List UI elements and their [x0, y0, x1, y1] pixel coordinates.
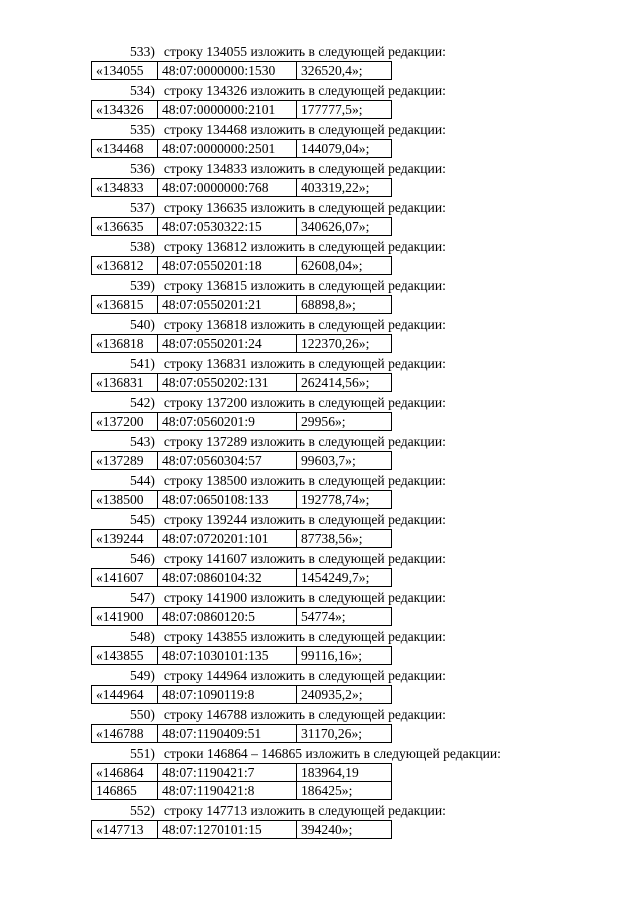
- value-cell: 340626,07»;: [297, 218, 392, 236]
- table-row: [92, 374, 392, 392]
- amendment-text: строку 137200 изложить в следующей редакции:: [163, 395, 446, 410]
- row-number-cell: «138500: [92, 491, 158, 509]
- row-number-cell: 146865: [92, 782, 158, 800]
- value-cell: 1454249,7»;: [297, 569, 392, 587]
- cadastral-number-cell: 48:07:0000000:2101: [158, 101, 297, 119]
- row-number-cell: «141900: [92, 608, 158, 626]
- amendment-heading: [0, 120, 640, 139]
- value-cell: 403319,22»;: [297, 179, 392, 197]
- cadastral-number-cell: 48:07:1190421:7: [158, 764, 297, 782]
- amendment-heading: [0, 705, 640, 724]
- amendment-table: [91, 295, 392, 314]
- value-cell: 122370,26»;: [297, 335, 392, 353]
- amendment-text: строку 136815 изложить в следующей редакции:: [163, 278, 446, 293]
- amendment-heading: [0, 510, 640, 529]
- cadastral-number-cell: 48:07:0000000:768: [158, 179, 297, 197]
- amendment-heading: [0, 237, 640, 256]
- amendment-text: строку 141900 изложить в следующей редакции:: [163, 590, 446, 605]
- row-number-cell: «137289: [92, 452, 158, 470]
- row-number-cell: «141607: [92, 569, 158, 587]
- table-row: [92, 608, 392, 626]
- table-row: [92, 647, 392, 665]
- table-row: [92, 218, 392, 236]
- table-row: [92, 821, 392, 839]
- amendment-table: [91, 334, 392, 353]
- item-number: 534): [130, 83, 155, 98]
- row-number-cell: «134468: [92, 140, 158, 158]
- amendment-heading: [0, 393, 640, 412]
- value-cell: 62608,04»;: [297, 257, 392, 275]
- value-cell: 192778,74»;: [297, 491, 392, 509]
- amendment-heading: [0, 627, 640, 646]
- cadastral-number-cell: 48:07:1190409:51: [158, 725, 297, 743]
- row-number-cell: «136812: [92, 257, 158, 275]
- item-number: 546): [130, 551, 155, 566]
- amendment-table: [91, 412, 392, 431]
- amendment-text: строку 138500 изложить в следующей редакции:: [163, 473, 446, 488]
- table-row: [92, 296, 392, 314]
- amendment-heading: [0, 42, 640, 61]
- amendment-text: строку 136812 изложить в следующей редакции:: [163, 239, 446, 254]
- cadastral-number-cell: 48:07:0550202:131: [158, 374, 297, 392]
- amendment-table: [91, 646, 392, 665]
- value-cell: 99116,16»;: [297, 647, 392, 665]
- value-cell: 144079,04»;: [297, 140, 392, 158]
- row-number-cell: «136815: [92, 296, 158, 314]
- row-number-cell: «134833: [92, 179, 158, 197]
- item-number: 535): [130, 122, 155, 137]
- row-number-cell: «146864: [92, 764, 158, 782]
- row-number-cell: «146788: [92, 725, 158, 743]
- table-row: [92, 725, 392, 743]
- amendment-table: [91, 139, 392, 158]
- item-number: 543): [130, 434, 155, 449]
- amendment-text: строку 134833 изложить в следующей редакции:: [163, 161, 446, 176]
- table-row: [92, 140, 392, 158]
- item-number: 549): [130, 668, 155, 683]
- value-cell: 87738,56»;: [297, 530, 392, 548]
- item-number: 547): [130, 590, 155, 605]
- cadastral-number-cell: 48:07:1090119:8: [158, 686, 297, 704]
- row-number-cell: «144964: [92, 686, 158, 704]
- cadastral-number-cell: 48:07:1030101:135: [158, 647, 297, 665]
- amendment-text: строку 146788 изложить в следующей редакции:: [163, 707, 446, 722]
- amendment-heading: [0, 549, 640, 568]
- item-number: 548): [130, 629, 155, 644]
- amendment-text: строку 134468 изложить в следующей редакции:: [163, 122, 446, 137]
- item-number: 540): [130, 317, 155, 332]
- amendment-table: [91, 529, 392, 548]
- amendment-heading: [0, 432, 640, 451]
- amendment-table: [91, 373, 392, 392]
- amendment-heading: [0, 198, 640, 217]
- amendment-text: строку 136635 изложить в следующей редакции:: [163, 200, 446, 215]
- amendment-table: [91, 763, 392, 800]
- amendment-text: строку 139244 изложить в следующей редакции:: [163, 512, 446, 527]
- table-row: [92, 764, 392, 782]
- row-number-cell: «139244: [92, 530, 158, 548]
- amendment-table: [91, 685, 392, 704]
- value-cell: 240935,2»;: [297, 686, 392, 704]
- value-cell: 29956»;: [297, 413, 392, 431]
- cadastral-number-cell: 48:07:0550201:24: [158, 335, 297, 353]
- amendment-text: строку 143855 изложить в следующей редакции:: [163, 629, 446, 644]
- table-row: [92, 101, 392, 119]
- amendment-table: [91, 724, 392, 743]
- amendment-table: [91, 100, 392, 119]
- amendment-text: строку 144964 изложить в следующей редакции:: [163, 668, 446, 683]
- cadastral-number-cell: 48:07:0650108:133: [158, 491, 297, 509]
- amendment-heading: [0, 159, 640, 178]
- value-cell: 68898,8»;: [297, 296, 392, 314]
- row-number-cell: «147713: [92, 821, 158, 839]
- value-cell: 99603,7»;: [297, 452, 392, 470]
- amendment-text: строку 141607 изложить в следующей редакции:: [163, 551, 446, 566]
- item-number: 545): [130, 512, 155, 527]
- amendment-table: [91, 217, 392, 236]
- table-row: [92, 569, 392, 587]
- table-row: [92, 782, 392, 800]
- cadastral-number-cell: 48:07:0000000:1530: [158, 62, 297, 80]
- table-row: [92, 452, 392, 470]
- item-number: 533): [130, 44, 155, 59]
- table-row: [92, 491, 392, 509]
- table-row: [92, 530, 392, 548]
- cadastral-number-cell: 48:07:0530322:15: [158, 218, 297, 236]
- amendment-table: [91, 451, 392, 470]
- cadastral-number-cell: 48:07:1190421:8: [158, 782, 297, 800]
- amendment-heading: [0, 81, 640, 100]
- value-cell: 54774»;: [297, 608, 392, 626]
- value-cell: 177777,5»;: [297, 101, 392, 119]
- amendment-table: [91, 607, 392, 626]
- table-row: [92, 335, 392, 353]
- row-number-cell: «136818: [92, 335, 158, 353]
- item-number: 550): [130, 707, 155, 722]
- amendment-heading: [0, 666, 640, 685]
- amendment-heading: [0, 354, 640, 373]
- amendment-text: строку 134326 изложить в следующей редакции:: [163, 83, 446, 98]
- cadastral-number-cell: 48:07:0000000:2501: [158, 140, 297, 158]
- row-number-cell: «143855: [92, 647, 158, 665]
- value-cell: 326520,4»;: [297, 62, 392, 80]
- amendment-table: [91, 61, 392, 80]
- item-number: 552): [130, 803, 155, 818]
- item-number: 539): [130, 278, 155, 293]
- amendment-heading: [0, 744, 640, 763]
- table-row: [92, 179, 392, 197]
- row-number-cell: «134326: [92, 101, 158, 119]
- item-number: 537): [130, 200, 155, 215]
- table-row: [92, 686, 392, 704]
- amendment-table: [91, 256, 392, 275]
- item-number: 538): [130, 239, 155, 254]
- item-number: 536): [130, 161, 155, 176]
- amendment-text: строку 136831 изложить в следующей редакции:: [163, 356, 446, 371]
- cadastral-number-cell: 48:07:1270101:15: [158, 821, 297, 839]
- amendment-heading: [0, 588, 640, 607]
- table-row: [92, 413, 392, 431]
- amendment-heading: [0, 471, 640, 490]
- amendment-table: [91, 178, 392, 197]
- row-number-cell: «136635: [92, 218, 158, 236]
- amendment-table: [91, 820, 392, 839]
- document-body: [0, 42, 640, 839]
- cadastral-number-cell: 48:07:0560304:57: [158, 452, 297, 470]
- item-number: 544): [130, 473, 155, 488]
- item-number: 541): [130, 356, 155, 371]
- amendment-text: строки 146864 – 146865 изложить в следующей редакции:: [163, 746, 501, 761]
- value-cell: 183964,19: [297, 764, 392, 782]
- row-number-cell: «137200: [92, 413, 158, 431]
- table-row: [92, 257, 392, 275]
- item-number: 551): [130, 746, 155, 761]
- item-number: 542): [130, 395, 155, 410]
- amendment-text: строку 137289 изложить в следующей редакции:: [163, 434, 446, 449]
- value-cell: 394240»;: [297, 821, 392, 839]
- value-cell: 186425»;: [297, 782, 392, 800]
- value-cell: 262414,56»;: [297, 374, 392, 392]
- amendment-table: [91, 568, 392, 587]
- cadastral-number-cell: 48:07:0550201:18: [158, 257, 297, 275]
- amendment-heading: [0, 315, 640, 334]
- amendment-text: строку 134055 изложить в следующей редакции:: [163, 44, 446, 59]
- amendment-text: строку 147713 изложить в следующей редакции:: [163, 803, 446, 818]
- cadastral-number-cell: 48:07:0560201:9: [158, 413, 297, 431]
- amendment-heading: [0, 801, 640, 820]
- cadastral-number-cell: 48:07:0860120:5: [158, 608, 297, 626]
- row-number-cell: «134055: [92, 62, 158, 80]
- cadastral-number-cell: 48:07:0550201:21: [158, 296, 297, 314]
- amendment-text: строку 136818 изложить в следующей редакции:: [163, 317, 446, 332]
- value-cell: 31170,26»;: [297, 725, 392, 743]
- row-number-cell: «136831: [92, 374, 158, 392]
- amendment-table: [91, 490, 392, 509]
- amendment-heading: [0, 276, 640, 295]
- table-row: [92, 62, 392, 80]
- cadastral-number-cell: 48:07:0860104:32: [158, 569, 297, 587]
- cadastral-number-cell: 48:07:0720201:101: [158, 530, 297, 548]
